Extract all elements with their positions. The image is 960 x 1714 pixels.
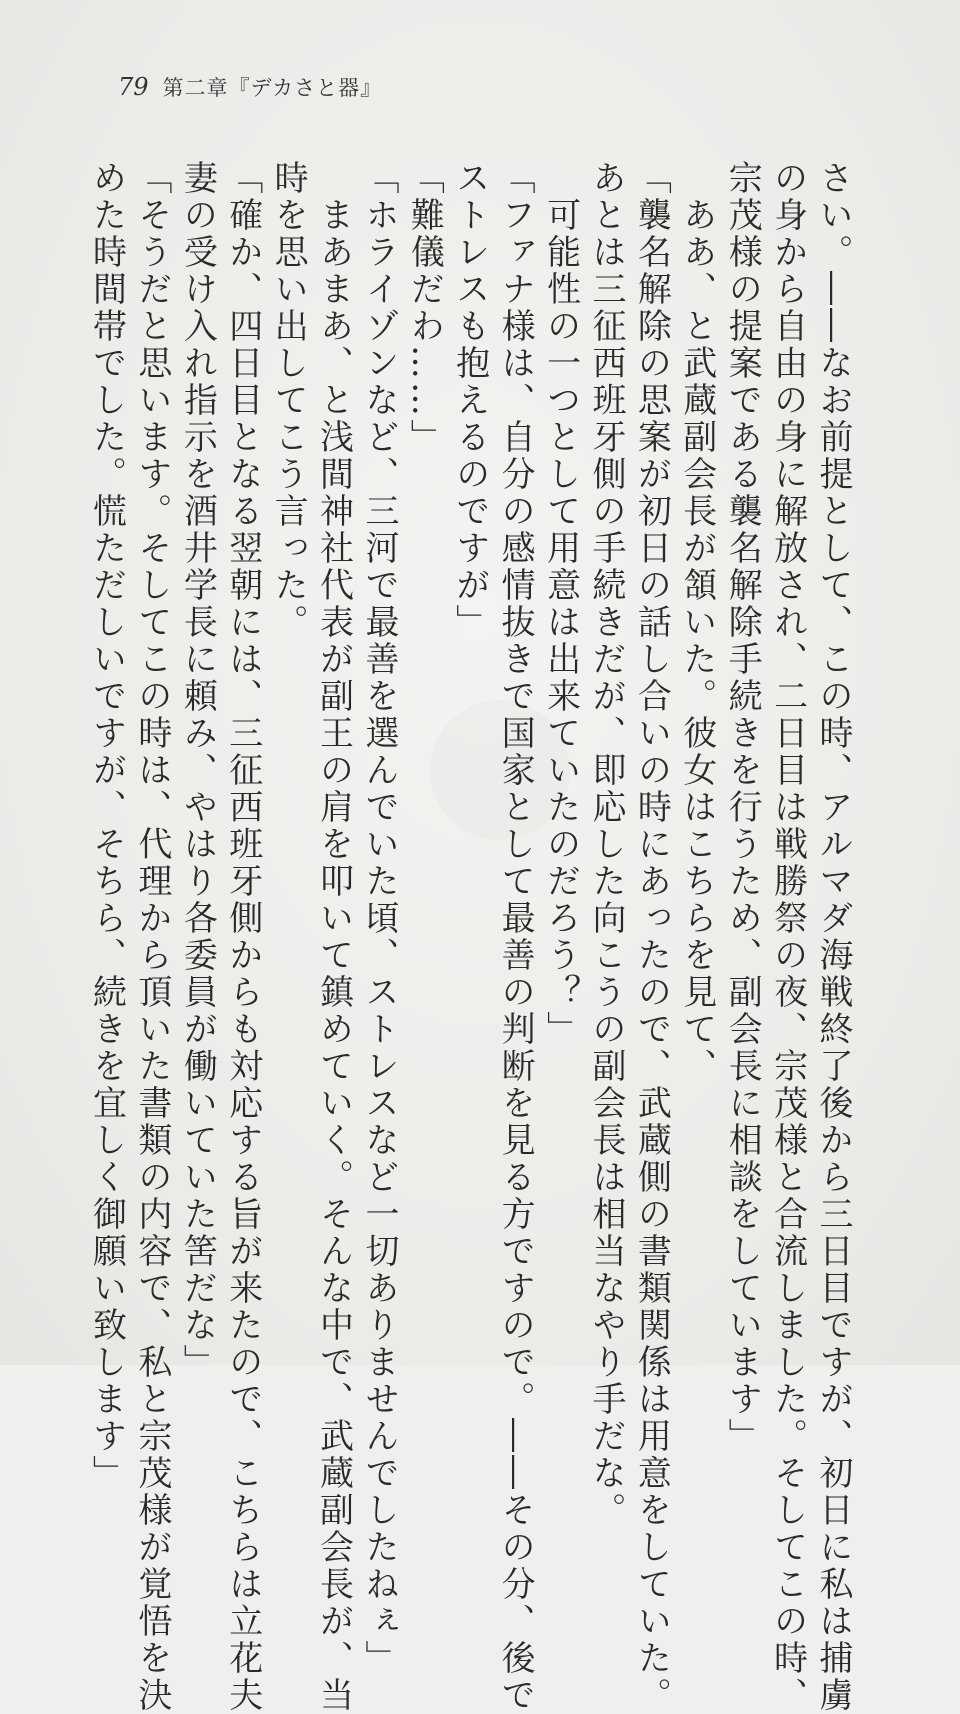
chapter-title: 第二章『デカさと器』 xyxy=(162,76,383,100)
text-line: ストレスも抱えるのですが」 xyxy=(449,160,490,641)
text-line: 「確か、四日目となる翌朝には、三征西班牙側からも対応する旨が来たので、こちらは立花夫 xyxy=(222,160,263,1714)
text-line: 「襲名解除の思案が初日の話し合いの時にあったので、武蔵側の書類関係は用意をしていた。 xyxy=(631,160,672,1714)
text-line: 「そうだと思います。そしてこの時は、代理から頂いた書類の内容で、私と宗茂様が覚悟を決 xyxy=(131,160,172,1714)
vertical-body-text xyxy=(86,160,855,1714)
text-line: 可能性の一つとして用意は出来ていたのだろう？」 xyxy=(540,160,581,1048)
text-line: まあまあ、と浅間神社代表が副王の肩を叩いて鎮めていく。そんな中で、武蔵副会長が、当 xyxy=(313,160,354,1714)
text-line: 時を思い出してこう言った。 xyxy=(268,160,309,641)
text-line: の身から自由の身に解放され、二日目は戦勝祭の夜、宗茂様と合流しました。そしてこの時、 xyxy=(767,160,808,1714)
text-line: 「難儀だわ……」 xyxy=(404,160,445,456)
running-header xyxy=(118,72,382,102)
text-line: 宗茂様の提案である襲名解除手続きを行うため、副会長に相談をしています」 xyxy=(722,160,763,1455)
text-line: あとは三征西班牙側の手続きだが、即応した向こうの副会長は相当なやり手だな。 xyxy=(585,160,626,1529)
text-line: 妻の受け入れ指示を酒井学長に頼み、やはり各委員が働いていた筈だな」 xyxy=(177,160,218,1381)
page-number: 79 xyxy=(118,73,149,101)
text-line: 「ホライゾンなど、三河で最善を選んでいた頃、ストレスなど一切ありませんでしたねぇ」 xyxy=(358,160,399,1677)
text-line: ああ、と武蔵副会長が頷いた。彼女はこちらを見て、 xyxy=(676,160,717,1085)
text-line: さい。――なお前提として、この時、アルマダ海戦終了後から三日目ですが、初日に私は捕虜 xyxy=(813,160,853,1714)
text-line: 「ファナ様は、自分の感情抜きで国家として最善の判断を見る方ですので。――その分、後で xyxy=(495,160,536,1714)
text-line: めた時間帯でした。慌ただしいですが、そちら、続きを宜しく御願い致します」 xyxy=(86,160,127,1492)
